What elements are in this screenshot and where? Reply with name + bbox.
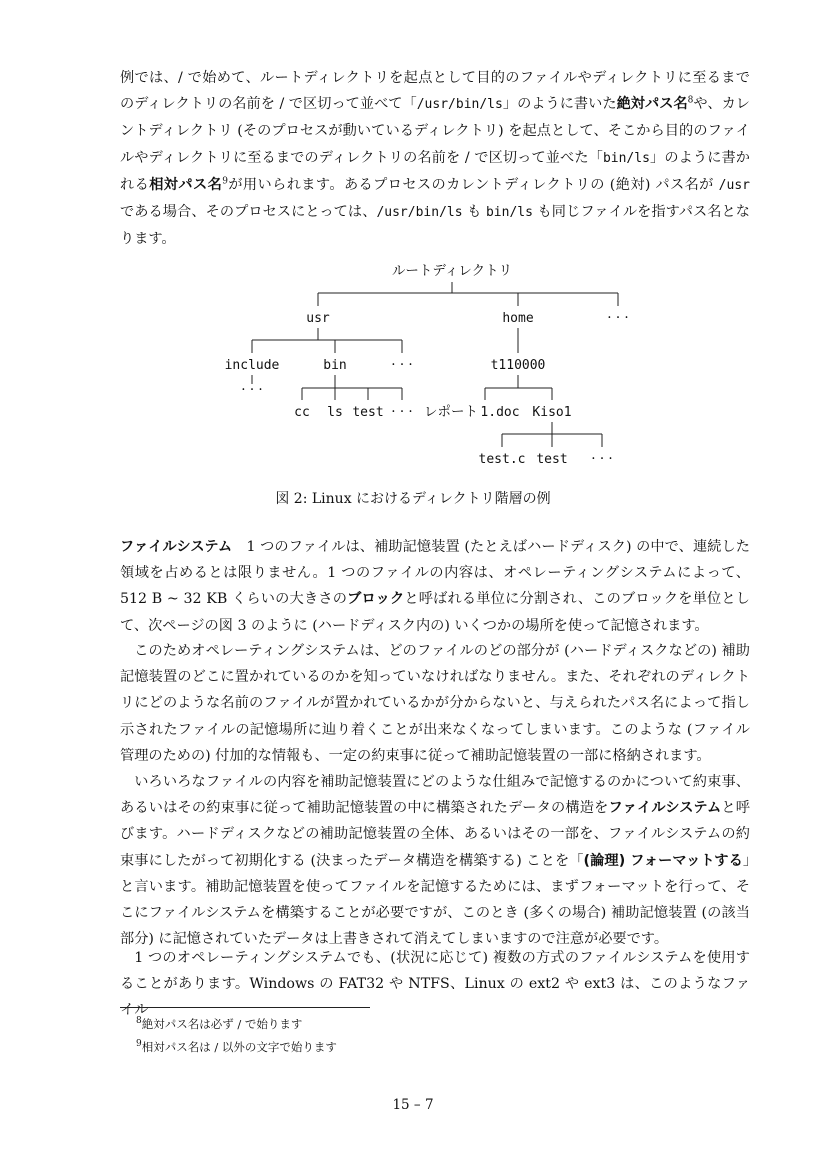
- tree-include: include: [224, 358, 280, 373]
- directory-tree-figure: [0, 0, 826, 480]
- tree-testc: test.c: [478, 452, 526, 467]
- footnote-rule: [120, 1007, 370, 1008]
- section-heading: ファイルシステム: [120, 539, 233, 555]
- tree-test2: test: [536, 452, 568, 467]
- tree-1doc: 1.doc: [480, 405, 520, 420]
- tree-bin: bin: [323, 358, 347, 373]
- footnote-9: $^9$相対パス名は / 以外の文字で始ります: [136, 1039, 337, 1054]
- tree-dots-top: · · ·: [607, 310, 629, 326]
- term-filesystem: ファイルシステム: [608, 800, 722, 817]
- tree-t110000: t110000: [490, 358, 546, 373]
- paragraph-paths: 例では、/ で始めて、ルートディレクトリを起点として目的のファイルやディレクトリに至るまでのディレクトリの名前を / で区切って並べて「/usr/bin/ls」のように書いた絶対パス名$^8$や、カレントディレクトリ (そのプロセスが動いているディレクトリ) を起点として、そこから目的のファイルやディレクトリに至るまでのディレクトリの名前を / で区切って並べた「bin/ls」のように書かれる相対パス名$^9$が用いられます。あるプロセスのカレントディレクトリの (絶対) パス名が /usr である場合、そのプロセスにとっては、/usr/bin/ls も bin/ls も同じファイルを指すパス名となります。: [120, 70, 750, 248]
- tree-usr: usr: [306, 311, 330, 326]
- tree-ls: ls: [327, 405, 343, 420]
- footnote-ref-8: 8: [687, 95, 694, 106]
- tree-test: test: [352, 405, 384, 420]
- paragraph-format: いろいろなファイルの内容を補助記憶装置にどのような仕組みで記憶するのかについて約束事、あるいはその約束事に従って補助記憶装置の中に構築されたデータの構造をファイルシステムと呼びます。ハードディスクなどの補助記憶装置の全体、あるいはその一部を、ファイルシステムの約束事にしたがって初期化する (決まったデータ構造を構築する) ことを「(論理) フォーマットする」と言います。補助記憶装置を使ってファイルを記憶するためには、まずフォーマットを行って、そこにファイルシステムを構築することが必要ですが、このとき (多くの場合) 補助記憶装置 (の該当部分) に記憶されていたデータは上書きされて消えてしまいますので注意が必要です。: [120, 774, 750, 948]
- paragraph-management: このためオペレーティングシステムは、どのファイルのどの部分が (ハードディスクなどの) 補助記憶装置のどこに置かれているのかを知っていなければなりません。また、それぞれのディレクトリにどのような名前のファイルが置かれているかが分からないと、与えられたパス名によって指し示されたファイルの記憶場所に辿り着くことが出来なくなってしまいます。このような (ファイル管理のための) 付加的な情報も、一定の約束事に従って補助記憶装置の一部に格納されます。: [120, 643, 750, 764]
- term-format: (論理) フォーマットする: [583, 852, 743, 869]
- code-abs-path: /usr/bin/ls: [416, 97, 503, 113]
- footnote-ref-9: 9: [222, 176, 228, 187]
- tree-dots-usr: · · ·: [391, 357, 413, 373]
- paragraph-filesystem: ファイルシステム 1 つのファイルは、補助記憶装置 (たとえばハードディスク) の中で、連続した領域を占めるとは限りません。1 つのファイルの内容は、オペレーティングシステムによって、512 B ~ 32 KB くらいの大きさのブロックと呼ばれる単位に分割され、このブロックを単位として、次ページの図 3 のように (ハードディスク内の) いくつかの場所を使って記憶されます。: [120, 539, 750, 634]
- term-relative-path: 相対パス名: [149, 176, 223, 193]
- paragraph-multiple-fs: 1 つのオペレーティングシステムでも、(状況に応じて) 複数の方式のファイルシステムを使用することがあります。Windows の FAT32 や NTFS、Linux の ext2 や ext3 は、このようなファイル: [120, 950, 750, 1019]
- page-number: 15 – 7: [392, 1097, 434, 1113]
- tree-home: home: [502, 311, 534, 326]
- footnote-8: $^8$絶対パス名は必ず / で始ります: [136, 1016, 303, 1031]
- tree-report: レポート: [424, 404, 478, 420]
- tree-kiso1: Kiso1: [532, 405, 572, 420]
- tree-dots-include: · · ·: [241, 382, 263, 398]
- term-absolute-path: 絶対パス名: [616, 96, 688, 113]
- code-rel-path: bin/ls: [602, 150, 650, 166]
- tree-cc: cc: [294, 405, 310, 420]
- tree-dots-kiso: · · ·: [591, 451, 613, 467]
- figure-caption: 図 2: Linux におけるディレクトリ階層の例: [275, 491, 551, 507]
- tree-dots-bin: · · ·: [391, 404, 413, 420]
- tree-root: ルートディレクトリ: [391, 263, 513, 279]
- term-block: ブロック: [347, 591, 405, 608]
